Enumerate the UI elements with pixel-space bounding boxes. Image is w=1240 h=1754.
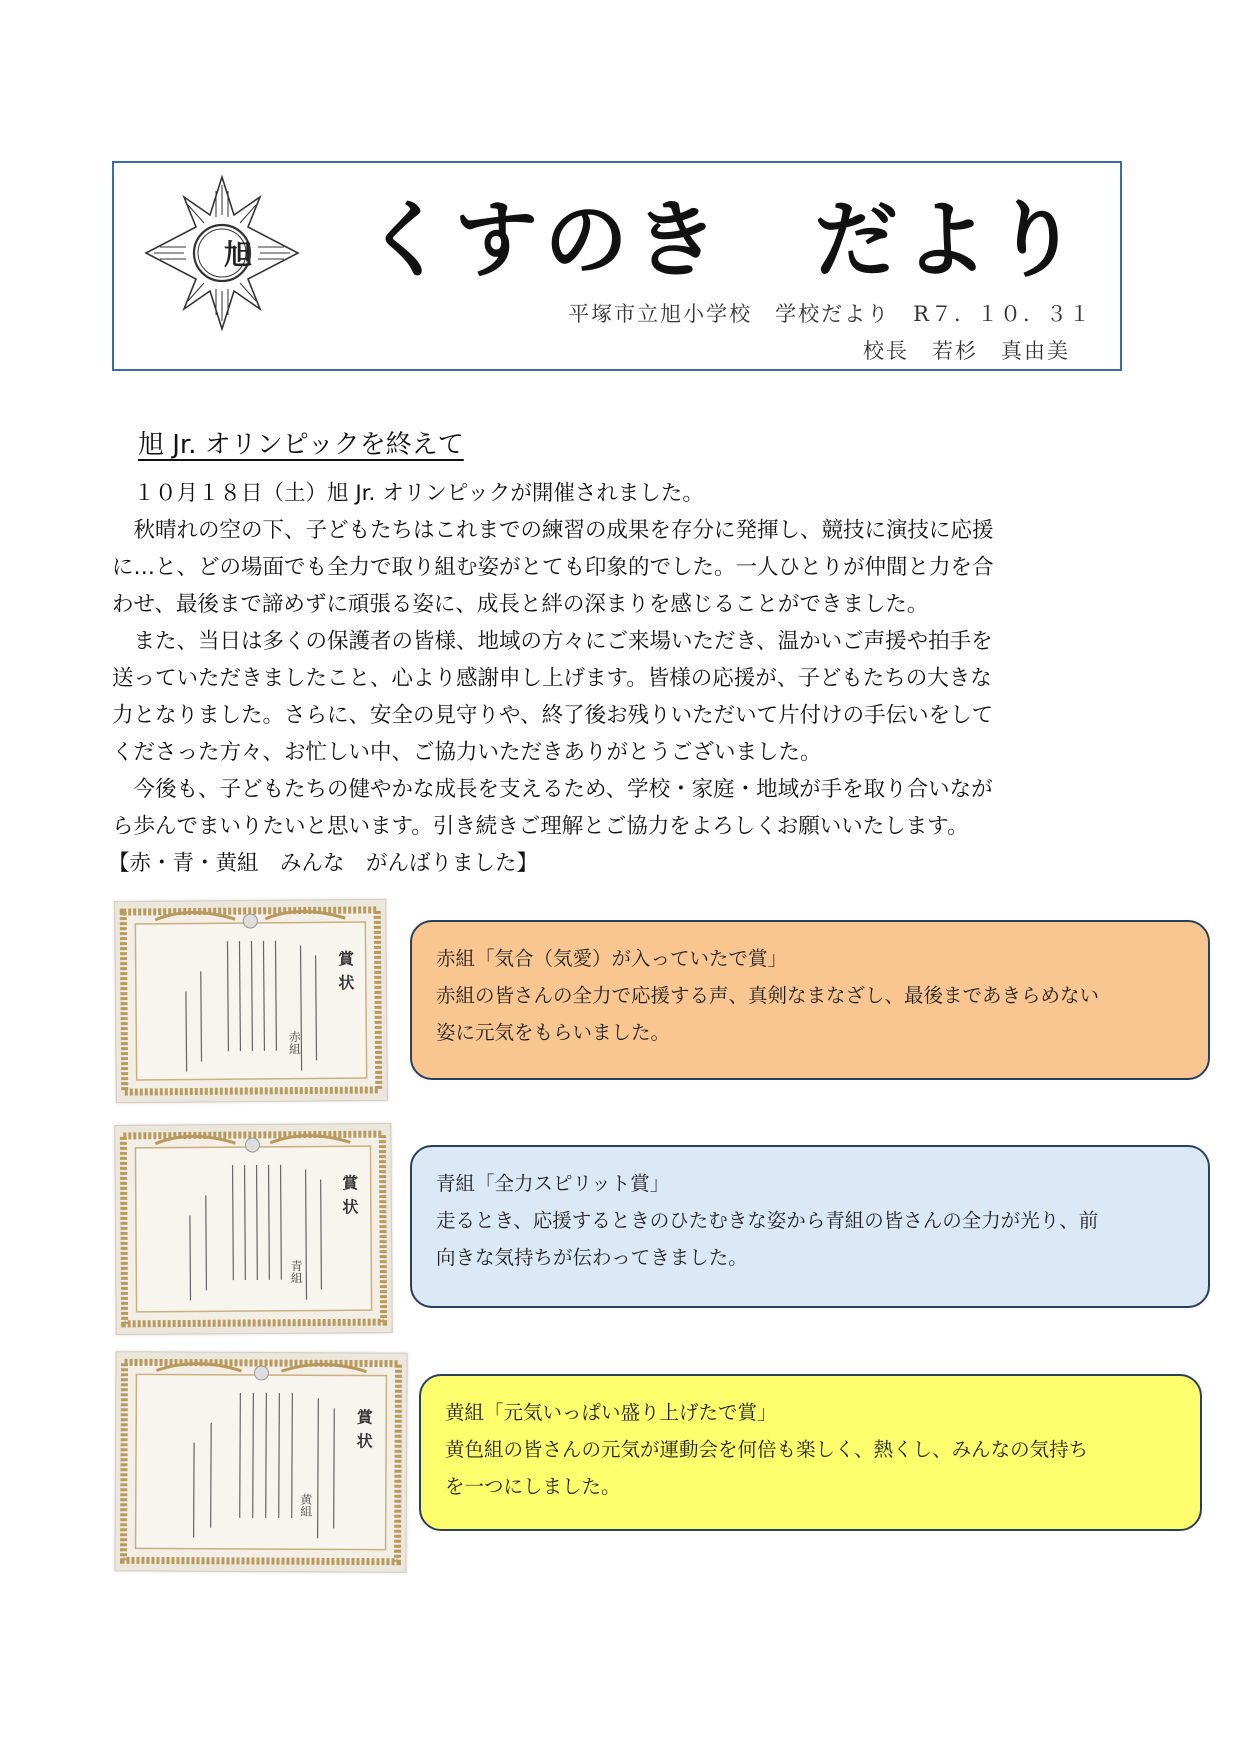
body-line: 今後も、子どもたちの健やかな成長を支えるため、学校・家庭・地域が手を取り合いなが [112,777,993,802]
principal-line: 校長 若杉 真由美 [863,339,1070,363]
body-line: に…と、どの場面でも全力で取り組む姿がとても印象的でした。一人ひとりが仲間と力を合 [112,555,994,580]
certificate-heading: 賞状 [339,1174,359,1223]
body-line: ら歩んでまいりたいと思います。引き続きご理解とご協力をよろしくお願いいたします。 [112,814,969,839]
certificate-heading: 賞状 [335,950,355,999]
certificate-team: 黄組 [298,1493,313,1518]
award-callout-yellow [419,1374,1202,1531]
body-line: くださった方々、お忙しい中、ご協力いただきありがとうございました。 [112,740,822,765]
closing-line: 【赤・青・黄組 みんな がんばりました】 [108,851,539,876]
body-line: １０月１８日（土）旭 Jr. オリンピックが開催されました。 [112,481,704,506]
newsletter-header [112,161,1122,371]
award-text: 赤組の皆さんの全力で応援する声、真剣なまなざし、最後まであきらめない [436,984,1100,1007]
article-heading: 旭 Jr. オリンピックを終えて [138,430,464,460]
award-callout-red [410,920,1210,1080]
award-text: を一つにしました。 [445,1475,621,1498]
article-body [108,475,1122,882]
award-callout-blue [410,1145,1210,1308]
certificate-photo-blue [114,1123,392,1335]
body-line: 秋晴れの空の下、子どもたちはこれまでの練習の成果を存分に発揮し、競技に演技に応援 [112,518,994,543]
award-text: 黄色組の皆さんの元気が運動会を何倍も楽しく、熱くし、みんなの気持ち [445,1438,1089,1461]
body-line: 送っていただきましたこと、心より感謝申し上げます。皆様の応援が、子どもたちの大きな [112,666,992,691]
certificate-photo-red [114,899,388,1103]
certificate-heading: 賞状 [354,1408,374,1457]
award-title: 赤組「気合（気愛）が入っていたで賞」 [436,947,788,970]
award-title: 青組「全力スピリット賞」 [436,1172,670,1195]
emblem-character: 旭 [223,238,252,271]
certificate-photo-yellow [114,1351,407,1573]
certificate-team: 赤組 [287,1030,302,1055]
certificate-frame-icon [115,1352,406,1572]
newsletter-title: くすのき だより [364,191,1085,289]
body-line: わせ、最後まで諦めずに頑張る姿に、成長と絆の深まりを感じることができました。 [112,592,929,617]
body-line: また、当日は多くの保護者の皆様、地域の方々にご来場いただき、温かいご声援や拍手を [112,629,993,654]
school-date-line: 平塚市立旭小学校 学校だより R７．１０．３１ [568,302,1092,326]
certificate-frame-icon [115,1124,391,1334]
award-text: 向きな気持ちが伝わってきました。 [436,1246,748,1269]
body-line: 力となりました。さらに、安全の見守りや、終了後お残りいただいて片付けの手伝いをして [112,703,994,728]
certificate-team: 青組 [289,1259,304,1284]
certificate-frame-icon [115,900,387,1102]
award-text: 走るとき、応援するときのひたむきな姿から青組の皆さんの全力が光り、前 [436,1209,1099,1232]
award-title: 黄組「元気いっぱい盛り上げたで賞」 [445,1401,777,1424]
award-text: 姿に元気をもらいました。 [436,1021,671,1044]
